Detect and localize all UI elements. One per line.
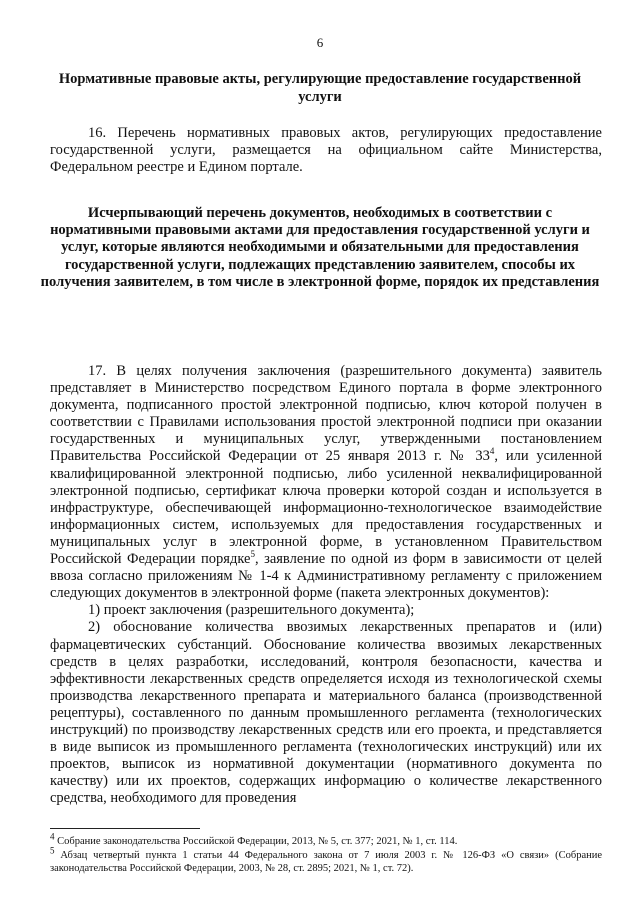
footnote-divider	[50, 828, 200, 829]
section-heading-legal-acts: Нормативные правовые акты, регулирующие предоставление государственной услуги	[58, 71, 582, 105]
footnote-mark: 4	[50, 831, 55, 842]
footnote-mark: 5	[50, 845, 55, 856]
paragraph-17	[50, 363, 602, 807]
footnote-ref-5: 5	[250, 549, 255, 560]
paragraph-16-text: 16. Перечень нормативных правовых актов, регулирующих предоставление государственной услуги, размещается на официальном сайте Министерства, Федеральном реестре и Едином портале.	[50, 125, 602, 175]
list-item-2: 2) обоснование количества ввозимых лекарственных препаратов и (или) фармацевтических субстанций. Обоснование количества ввозимых лекарственных средств в целях разработки, исследований, контроля безопасности, качества и эффективности лекарственных средств определяется исходя из технологической схемы производства лекарственного препарата и материального баланса (производственной рецептуры), составленного по данным промышленного регламента (технологических инструкций) по производству лекарственных средств или его проекта, и представляется в виде выписок из промышленного регламента (технологических инструкций) или их проектов, выписок из нормативной документации (нормативного документа по качеству) или их проектов, содержащих информацию о количестве лекарственного средства, необходимого для проведения	[50, 619, 602, 807]
paragraph-16	[50, 125, 602, 176]
footnote-ref-4: 4	[489, 446, 495, 457]
page-number: 6	[316, 35, 324, 50]
footnote-text: Собрание законодательства Российской Федерации, 2013, № 5, ст. 377; 2021, № 1, ст. 114.	[54, 836, 458, 847]
paragraph-17-part3: , заявление по одной из форм в зависимости от целей ввоза согласно приложениям № 1-4 к Административному регламенту с приложением следующих документов в электронной форме (пакета электронных документов):	[50, 551, 602, 602]
footnote-4	[50, 831, 602, 848]
footnote-text: Абзац четвертый пункта 1 статьи 44 Федерального закона от 7 июля 2003 г. № 126-ФЗ «О связи» (Собрание законодательства Российской Федерации, 2003, № 28, ст. 2895; 2021, № 1, ст. 72).	[50, 850, 602, 874]
section-heading-documents-list: Исчерпывающий перечень документов, необходимых в соответствии с нормативными правовыми актами для предоставления государственной услуги и услуг, которые являются необходимыми и обязательными для предоставления государственной услуги, подлежащих представлению заявителем, способы их получения заявителем, в том числе в электронной форме, порядок их представления	[40, 205, 600, 290]
paragraph-17-part2: , или усиленной квалифицированной электронной подписью, либо усиленной неквалифицированной электронной подписью, сертификат ключа проверки которой создан и используется в инфраструктуре, обеспечивающей информационно-технологическое взаимодействие информационных систем, используемых для предоставления государственных и муниципальных услуг в электронной форме, в установленном Правительством Российской Федерации порядке	[50, 448, 602, 568]
footnote-5	[50, 845, 602, 875]
list-item-1: 1) проект заключения (разрешительного документа);	[88, 602, 415, 619]
paragraph-17-part1: 17. В целях получения заключения (разрешительного документа) заявитель представляет в Министерство посредством Единого портала в форме электронного документа, подписанного простой электронной подписью, ключ которой получен в соответствии с Правилами использования простой электронной подписи при оказании государственных и муниципальных услуг, утвержденными постановлением Правительства Российской Федерации от 25 января 2013 г. № 33	[50, 363, 602, 465]
paragraph-17-text	[50, 363, 602, 602]
